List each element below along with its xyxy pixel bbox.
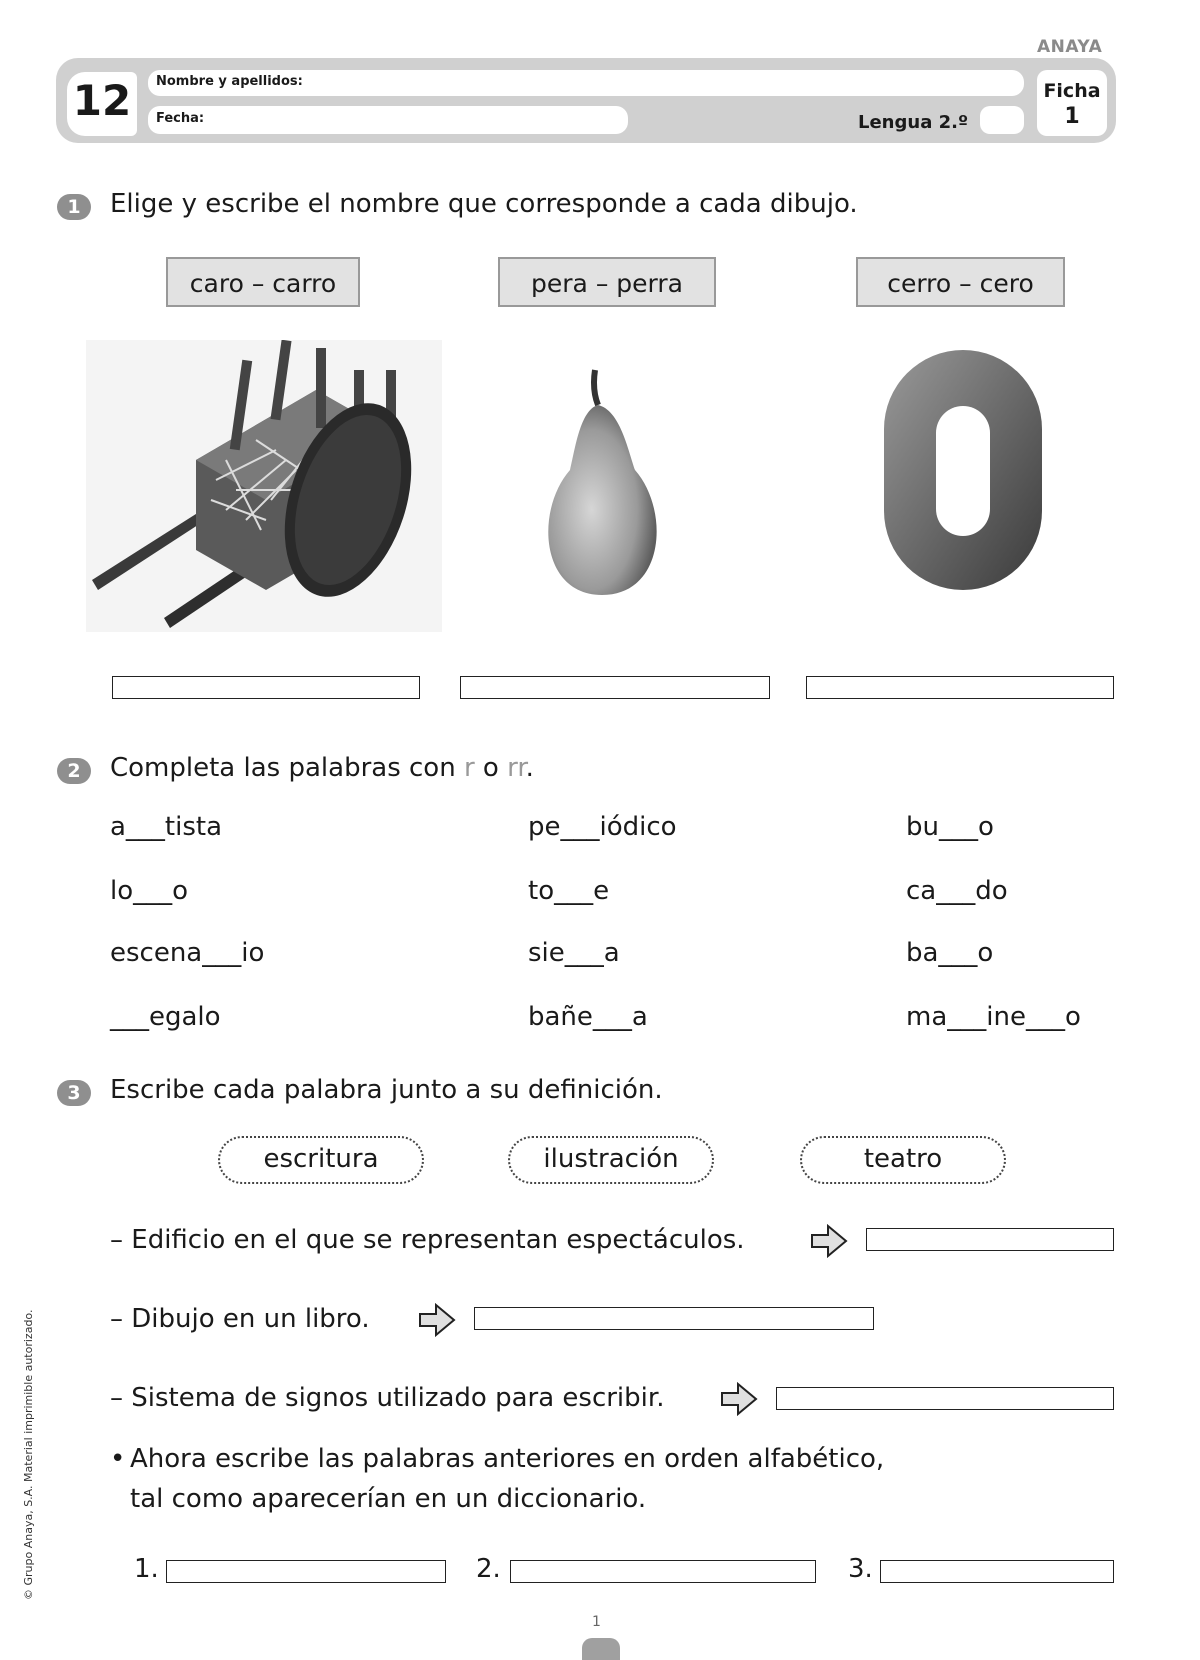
fill-word-4-3[interactable]: ma___ine___o [906,1002,1081,1032]
answer-line-3[interactable] [806,676,1114,699]
pear-image [530,360,680,600]
date-field[interactable] [148,106,628,134]
fill-word-2-2[interactable]: to___e [528,876,610,906]
order-label-2: 2. [476,1554,501,1584]
followup-instruction-line1: Ahora escribe las palabras anteriores en orden alfabético, [130,1444,885,1474]
ficha-label: Ficha [1043,80,1101,102]
fill-word-1-3[interactable]: bu___o [906,812,994,842]
order-answer-2[interactable] [510,1560,816,1583]
fill-word-3-1[interactable]: escena___io [110,938,265,968]
word-pill-escritura: escritura [218,1136,424,1184]
fill-word-3-2[interactable]: sie___a [528,938,620,968]
letter-rr: rr [507,753,526,783]
word-option-1: caro – carro [166,257,360,307]
bullet: • [110,1444,126,1474]
definition-answer-1[interactable] [866,1228,1114,1251]
zero-image [878,346,1048,596]
ficha-number: 1 [1064,104,1080,129]
order-label-1: 1. [134,1554,159,1584]
definition-3: – Sistema de signos utilizado para escribir. [110,1383,665,1413]
answer-line-1[interactable] [112,676,420,699]
exercise-1-badge: 1 [57,194,91,220]
exercise-3-badge: 3 [57,1080,91,1106]
answer-line-2[interactable] [460,676,770,699]
fill-word-3-3[interactable]: ba___o [906,938,994,968]
exercise-1-instruction: Elige y escribe el nombre que corresponde a cada dibujo. [110,189,858,219]
copyright-notice: © Grupo Anaya, S.A. Material imprimible autorizado. [22,1309,35,1600]
word-option-2: pera – perra [498,257,716,307]
exercise-2-badge: 2 [57,758,91,784]
exercise-3-instruction: Escribe cada palabra junto a su definición. [110,1075,663,1105]
order-answer-1[interactable] [166,1560,446,1583]
definition-answer-2[interactable] [474,1307,874,1330]
publisher-logo: ANAYA [1037,37,1103,57]
fill-word-4-2[interactable]: bañe___a [528,1002,648,1032]
order-answer-3[interactable] [880,1560,1114,1583]
fill-word-1-2[interactable]: pe___iódico [528,812,677,842]
subject-label: Lengua 2.º [858,112,969,133]
word-option-3: cerro – cero [856,257,1065,307]
fill-word-1-1[interactable]: a___tista [110,812,223,842]
fill-word-2-3[interactable]: ca___do [906,876,1008,906]
order-label-3: 3. [848,1554,873,1584]
definition-1: – Edificio en el que se representan espectáculos. [110,1225,745,1255]
word-pill-ilustracion: ilustración [508,1136,714,1184]
cart-image [86,340,442,632]
fill-word-2-1[interactable]: lo___o [110,876,189,906]
date-label: Fecha: [156,111,205,126]
letter-r: r [463,753,475,783]
name-label: Nombre y apellidos: [156,74,303,89]
followup-instruction-line2: tal como aparecerían en un diccionario. [130,1484,647,1514]
fill-word-4-1[interactable]: ___egalo [110,1002,221,1032]
arrow-right-icon [720,1382,758,1416]
unit-number: 12 [72,76,132,125]
exercise-2-instruction: Completa las palabras con r o rr. [110,753,534,783]
word-pill-teatro: teatro [800,1136,1006,1184]
definition-answer-3[interactable] [776,1387,1114,1410]
arrow-right-icon [418,1303,456,1337]
arrow-right-icon [810,1224,848,1258]
course-field[interactable] [980,106,1024,134]
definition-2: – Dibujo en un libro. [110,1304,370,1334]
page-number: 1 [592,1614,601,1630]
